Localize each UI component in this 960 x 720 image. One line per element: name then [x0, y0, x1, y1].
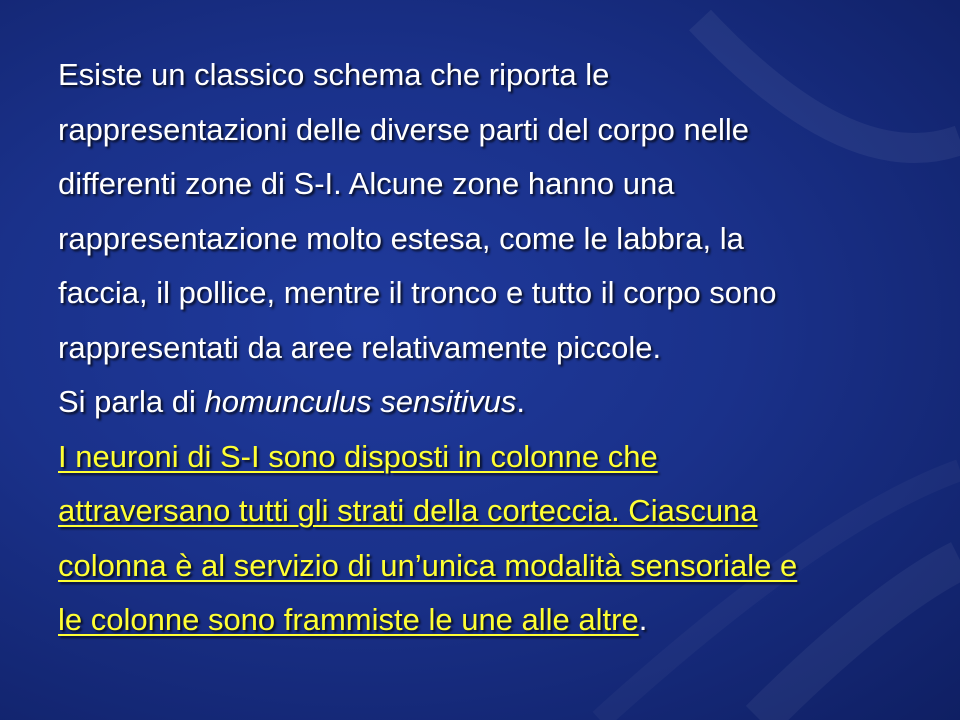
- paragraph-line: Esiste un classico schema che riporta le: [58, 57, 610, 92]
- highlight-line: I neuroni di S-I sono disposti in colonne che: [58, 438, 658, 474]
- highlight-end-period: .: [638, 602, 648, 637]
- paragraph-line: differenti zone di S-I. Alcune zone hanno una: [58, 166, 675, 201]
- paragraph-line: faccia, il pollice, mentre il tronco e tutto il corpo sono: [58, 275, 777, 310]
- term-prefix: Si parla di: [58, 384, 205, 419]
- term-sentence: [58, 375, 938, 430]
- paragraph-line: rappresentati da aree relativamente piccole.: [58, 329, 662, 365]
- highlight-last-line: [58, 593, 938, 648]
- term-suffix: .: [516, 384, 525, 419]
- highlight-line: le colonne sono frammiste le une alle altre: [58, 602, 639, 637]
- paragraph-line: rappresentazioni delle diverse parti del corpo nelle: [58, 111, 750, 147]
- homunculus-term: homunculus sensitivus: [204, 384, 517, 419]
- highlight-line: attraversano tutti gli strati della corteccia. Ciascuna: [58, 493, 758, 528]
- highlight-line: colonna è al servizio di un’unica modalità sensoriale e: [58, 547, 798, 583]
- paragraph-line: rappresentazione molto estesa, come le labbra, la: [58, 220, 744, 256]
- slide-text: [58, 48, 938, 648]
